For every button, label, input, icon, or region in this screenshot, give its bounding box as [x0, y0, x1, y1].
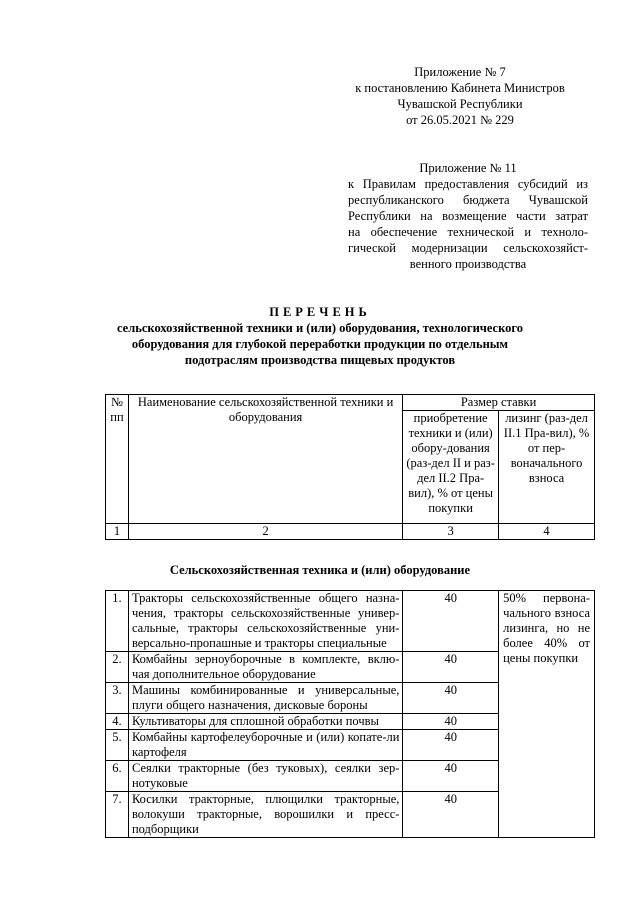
row-name: Сеялки тракторные (без туковых), сеялки зер-нотуковые: [128, 761, 402, 792]
header-col-no: № пп: [106, 395, 129, 524]
title-heading: ПЕРЕЧЕНЬ: [269, 305, 371, 319]
row-rate: 40: [403, 652, 499, 683]
header-col-rate: Размер ставки: [403, 395, 595, 411]
row-number: 4.: [106, 714, 129, 730]
row-number: 7.: [106, 792, 129, 838]
document-title: [0, 304, 640, 368]
appendix-7-line: к постановлению Кабинета Министров: [355, 81, 565, 95]
table-row: [106, 591, 595, 652]
row-number: 5.: [106, 730, 129, 761]
column-number: 1: [106, 524, 129, 540]
appendix-11-line: Республики на возмещение части затрат: [348, 209, 588, 223]
row-name: Тракторы сельскохозяйственные общего назна-чения, тракторы сельскохозяйственные универ-сальные, тракторы сельскохозяйственные уни-версально-пропашные и тракторы специальные: [128, 591, 402, 652]
header-col-leasing: лизинг (раз-дел II.1 Пра-вил), % от пер-воначального взноса: [499, 411, 595, 524]
appendix-11-line: к Правилам предоставления субсидий из: [348, 177, 588, 191]
row-rate: 40: [403, 591, 499, 652]
row-rate: 40: [403, 761, 499, 792]
row-name: Косилки тракторные, плющилки тракторные, волокуши тракторные, ворошилки и пресс-подборщики: [128, 792, 402, 838]
row-name: Машины комбинированные и универсальные, плуги общего назначения, дисковые бороны: [128, 683, 402, 714]
column-number: 2: [128, 524, 402, 540]
row-number: 2.: [106, 652, 129, 683]
row-name: Комбайны зерноуборочные в комплекте, вклю-чая дополнительное оборудование: [128, 652, 402, 683]
items-table: [105, 590, 595, 838]
row-rate: 40: [403, 683, 499, 714]
appendix-11-line: республиканского бюджета Чувашской: [348, 193, 588, 207]
row-number: 3.: [106, 683, 129, 714]
title-line: подотраслям производства пищевых продуктов: [184, 353, 456, 367]
appendix-11-line: венного производства: [409, 257, 527, 271]
appendix-7-block: [340, 64, 580, 128]
row-name: Культиваторы для сплошной обработки почвы: [128, 714, 402, 730]
section-title: Сельскохозяйственная техника и (или) оборудование: [169, 563, 471, 577]
header-col-purchase: приобретение техники и (или) обору-дования (раз-дел II и раз-дел II.2 Пра-вил), % от цены покупки: [403, 411, 499, 524]
title-line: сельскохозяйственной техники и (или) оборудования, технологического: [116, 321, 524, 335]
column-number: 4: [499, 524, 595, 540]
row-rate: 40: [403, 792, 499, 838]
column-number: 3: [403, 524, 499, 540]
appendix-11-line: гической модернизации сельскохозяйст-: [348, 241, 588, 255]
appendix-11-block: [348, 160, 588, 272]
appendix-11-title: Приложение № 11: [419, 161, 517, 175]
row-rate: 40: [403, 714, 499, 730]
row-rate: 40: [403, 730, 499, 761]
appendix-11-line: на обеспечение технической и техноло-: [348, 225, 588, 239]
leasing-note: 50% первона-чального взноса лизинга, но не более 40% от цены покупки: [499, 591, 595, 838]
appendix-7-title: Приложение № 7: [414, 65, 506, 79]
row-number: 6.: [106, 761, 129, 792]
title-line: оборудования для глубокой переработки продукции по отдельным: [131, 337, 509, 351]
row-number: 1.: [106, 591, 129, 652]
appendix-7-line: Чувашской Республики: [397, 97, 523, 111]
header-table: [105, 394, 595, 540]
header-col-name: Наименование сельскохозяйственной техники и оборудования: [128, 395, 402, 524]
row-name: Комбайны картофелеуборочные и (или) копате-ли картофеля: [128, 730, 402, 761]
appendix-7-date: от 26.05.2021 № 229: [406, 113, 514, 127]
